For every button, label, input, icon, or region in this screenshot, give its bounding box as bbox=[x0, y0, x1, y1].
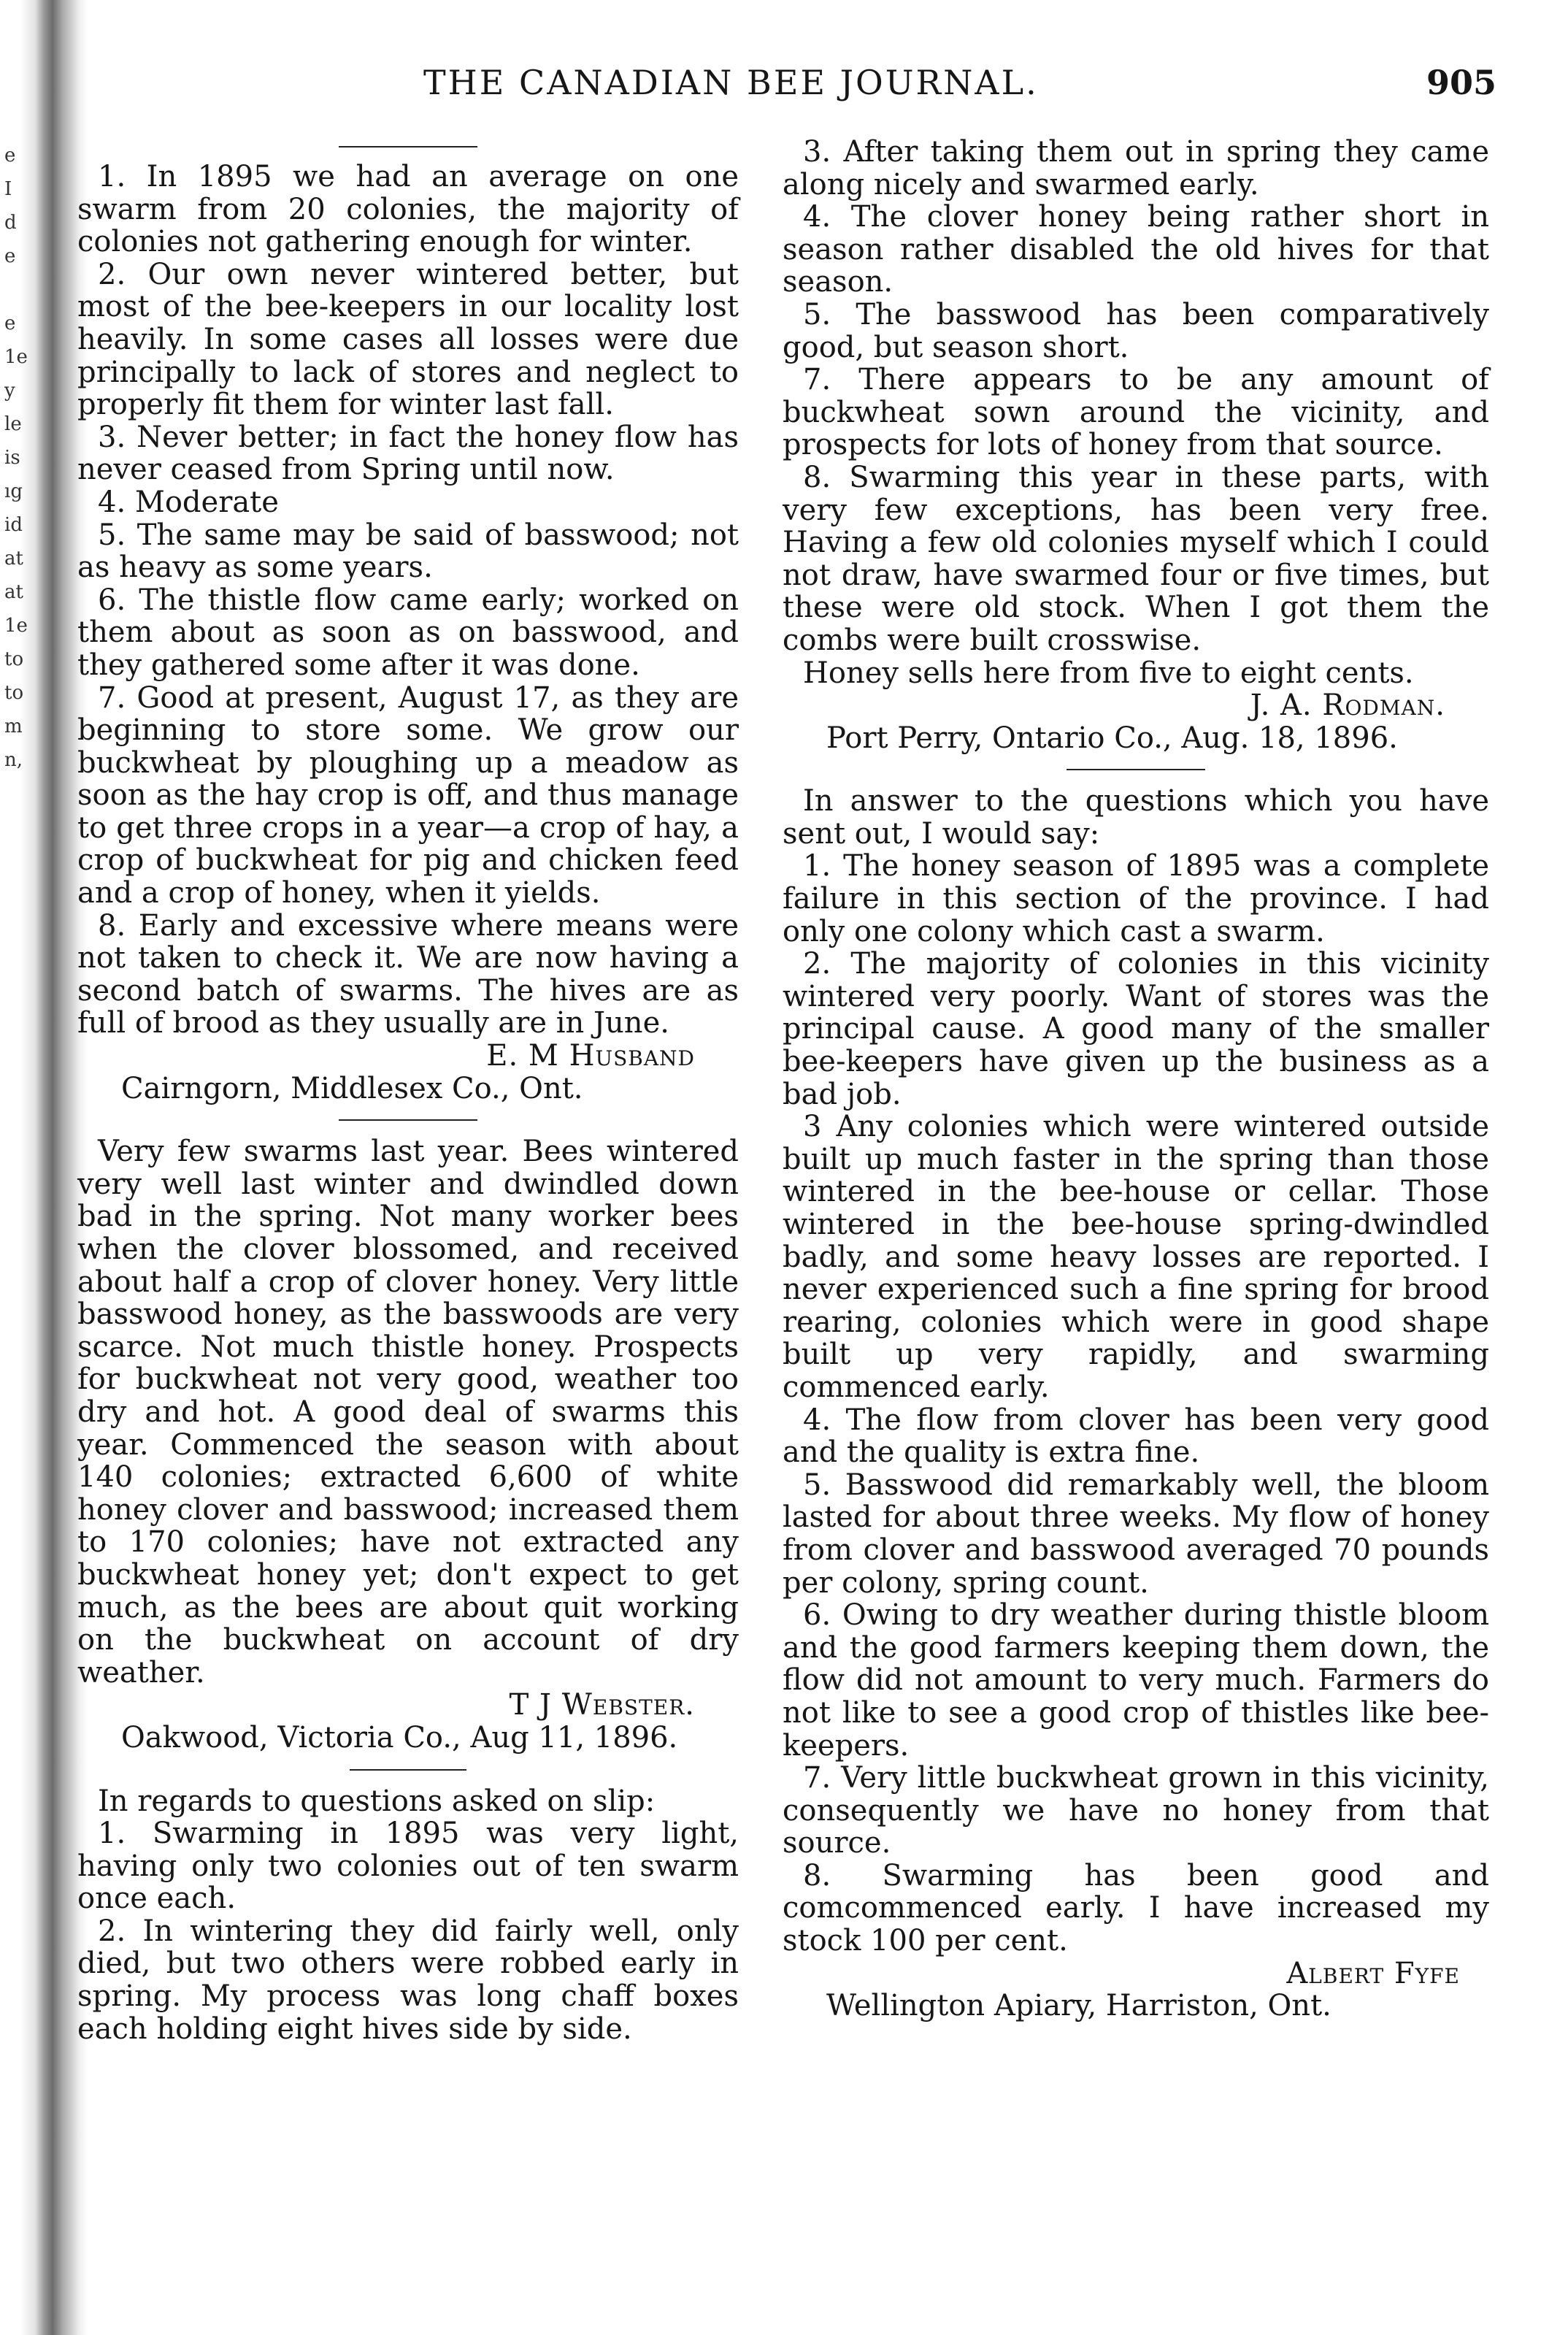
author-signature: Albert Fyfe bbox=[1286, 1956, 1460, 1990]
answer-paragraph: 2. In wintering they did fairly well, only died, but two others were robbed early in spring. My process was long chaff boxes each holding eight hives side by side. bbox=[77, 1914, 739, 2046]
gutter-fragment: 1e bbox=[4, 346, 28, 368]
gutter-fragment: e bbox=[4, 313, 16, 334]
letter-fyfe bbox=[783, 785, 1489, 2022]
gutter-fragment: n, bbox=[4, 749, 23, 771]
letter-intro: In regards to questions asked on slip: bbox=[98, 1784, 656, 1818]
answer-paragraph: 4. The clover honey being rather short in season rather disabled the old hives for that season. bbox=[783, 200, 1489, 299]
answer-paragraph: 2. Our own never wintered better, but most of the bee-keepers in our locality lost heavily. In some cases all losses were due principally to lack of stores and neglect to properly fit them for winter last fall. bbox=[77, 257, 739, 422]
answer-paragraph: Honey sells here from five to eight cents. bbox=[803, 656, 1414, 690]
answer-paragraph: 6. Owing to dry weather during thistle bloom and the good farmers keeping them down, the flow did not amount to very much. Farmers do not like to see a good crop of thistles like bee-keepers. bbox=[783, 1598, 1489, 1763]
left-column bbox=[77, 136, 739, 2045]
answer-paragraph: 4. Moderate bbox=[98, 485, 279, 519]
answer-paragraph: 1. The honey season of 1895 was a complete failure in this section of the province. I had only one colony which cast a swarm. bbox=[783, 849, 1489, 948]
answer-paragraph: 8. Early and excessive where means were not taken to check it. We are now having a second batch of swarms. The hives are as full of brood as they usually are in June. bbox=[77, 908, 739, 1040]
gutter-fragment: d bbox=[4, 212, 17, 234]
answer-paragraph: 5. The basswood has been comparatively good, but season short. bbox=[783, 297, 1489, 364]
gutter-fragment: I bbox=[4, 178, 12, 200]
answer-paragraph: 3. After taking them out in spring they came along nicely and swarmed early. bbox=[783, 135, 1489, 202]
letter-intro: In answer to the questions which you have sent out, I would say: bbox=[783, 784, 1489, 851]
answer-paragraph: 4. The flow from clover has been very good and the quality is extra fine. bbox=[783, 1403, 1489, 1470]
letter-husband bbox=[77, 161, 739, 1105]
gutter-fragment: e bbox=[4, 245, 16, 267]
gutter-fragment: ıg bbox=[4, 480, 23, 502]
journal-title: THE CANADIAN BEE JOURNAL. bbox=[423, 63, 1039, 102]
letter-rodman bbox=[783, 136, 1489, 754]
answer-paragraph: 2. The majority of colonies in this vicinity wintered very poorly. Want of stores was the principal cause. A good many of the smaller bee-keepers have given up the business as a bad job. bbox=[783, 947, 1489, 1111]
author-location: Port Perry, Ontario Co., Aug. 18, 1896. bbox=[826, 721, 1398, 755]
answer-paragraph: 6. The thistle flow came early; worked on them about as soon as on basswood, and they gathered some after it was done. bbox=[77, 583, 739, 682]
answer-paragraph: 8. Swarming has been good and comcommenced early. I have increased my stock 100 per cent. bbox=[783, 1858, 1489, 1958]
answer-paragraph: 7. Good at present, August 17, as they are beginning to store some. We grow our buckwheat by ploughing up a meadow as soon as the hay crop is off, and thus manage to get three crops in a year—a crop of hay, a crop of buckwheat for pig and chicken feed and a crop of honey, when it yields. bbox=[77, 680, 739, 910]
answer-paragraph: 5. The same may be said of basswood; not as heavy as some years. bbox=[77, 518, 739, 585]
author-signature: J. A. Rodman. bbox=[1250, 689, 1445, 723]
gutter-fragment: to bbox=[4, 682, 24, 704]
facing-page-fragments bbox=[4, 139, 34, 777]
answer-paragraph: 5. Basswood did remarkably well, the bloom lasted for about three weeks. My flow of honey from clover and basswood averaged 70 pounds per colony, spring count. bbox=[783, 1468, 1489, 1600]
author-signature: E. M Husband bbox=[486, 1039, 695, 1073]
answer-paragraph: 7. There appears to be any amount of buckwheat sown around the vicinity, and prospects for lots of honey from that source. bbox=[783, 363, 1489, 462]
section-divider bbox=[1067, 769, 1205, 770]
gutter-fragment: at bbox=[4, 581, 23, 603]
letter-third bbox=[77, 1785, 739, 2046]
answer-paragraph: 3 Any colonies which were wintered outside built up much faster in the spring than those wintered in the bee-house or cellar. Those wintered in the bee-house spring-dwindled badly, and some heavy losses are reported. I never experienced such a fine spring for brood rearing, colonies which were in good shape built up very rapidly, and swarming commenced early. bbox=[783, 1110, 1489, 1404]
gutter-fragment: id bbox=[4, 514, 23, 536]
answer-paragraph: 1. Swarming in 1895 was very light, having only two colonies out of ten swarm once each. bbox=[77, 1817, 739, 1916]
author-location: Cairngorn, Middlesex Co., Ont. bbox=[121, 1071, 583, 1105]
answer-paragraph: 3. Never better; in fact the honey flow has never ceased from Spring until now. bbox=[77, 420, 739, 487]
author-location: Wellington Apiary, Harriston, Ont. bbox=[826, 1989, 1331, 2023]
author-location: Oakwood, Victoria Co., Aug 11, 1896. bbox=[121, 1720, 678, 1755]
gutter-fragment: is bbox=[4, 447, 20, 469]
gutter-fragment: y bbox=[4, 380, 15, 402]
page-number: 905 bbox=[1426, 63, 1496, 102]
section-divider bbox=[339, 1119, 477, 1121]
gutter-fragment: to bbox=[4, 648, 24, 670]
section-divider bbox=[350, 1769, 466, 1771]
gutter-fragment: m bbox=[4, 716, 23, 737]
page-header bbox=[423, 63, 1496, 107]
letter-body: Very few swarms last year. Bees wintered very well last winter and dwindled down bad in the spring. Not many worker bees when the clover blossomed, and received about half a crop of clover honey. Very little basswood honey, as the basswoods are very scarce. Not much thistle honey. Prospects for buckwheat not very good, weather too dry and hot. A good deal of swarms this year. Commenced the season with about 140 colonies; extracted 6,600 of white honey clover and basswood; increased them to 170 colonies; have not extracted any buckwheat honey yet; don't expect to get much, as the bees are about quit working on the buckwheat on account of dry weather. bbox=[77, 1135, 739, 1690]
author-signature: T J Webster. bbox=[509, 1688, 695, 1722]
gutter-fragment bbox=[4, 273, 34, 307]
answer-paragraph: 8. Swarming this year in these parts, with very few exceptions, has been very free. Having a few old colonies myself which I could not draw, have swarmed four or five times, but these were old stock. When I got them the combs were built crosswise. bbox=[783, 460, 1489, 657]
answer-paragraph: 1. In 1895 we had an average on one swarm from 20 colonies, the majority of colonies not gathering enough for winter. bbox=[77, 160, 739, 259]
letter-webster bbox=[77, 1135, 739, 1754]
right-column bbox=[783, 136, 1489, 2022]
answer-paragraph: 7. Very little buckwheat grown in this vicinity, consequently we have no honey from that source. bbox=[783, 1761, 1489, 1860]
gutter-fragment: at bbox=[4, 548, 23, 570]
gutter-fragment: 1e bbox=[4, 615, 28, 637]
gutter-fragment: le bbox=[4, 413, 22, 435]
section-divider bbox=[339, 146, 477, 147]
gutter-fragment: e bbox=[4, 145, 16, 166]
